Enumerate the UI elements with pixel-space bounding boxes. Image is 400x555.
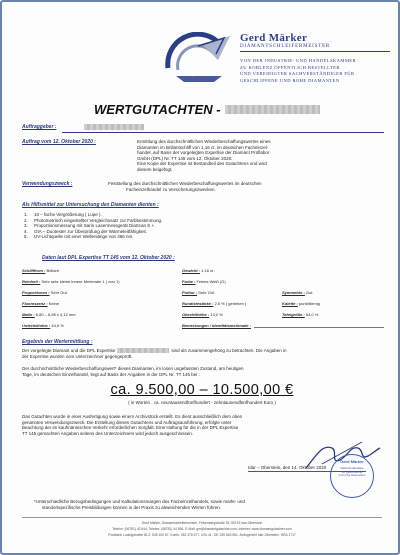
field-label: Symmetrie : <box>282 290 305 295</box>
field-value: 64,0 % <box>305 312 319 317</box>
closing-line: Beachtung der im kaufmännischen Verkehr erforderlichen Sorgfalt. Eine Haftung für die in der DPL Expertise <box>22 425 239 431</box>
closing-line: genannten Verwendungszweck. Die Erstellung dieses Gutachtens und Auftragsausführung, erfolgte unter <box>22 419 232 425</box>
symmetrie-field <box>282 290 312 295</box>
closing-line: Das Gutachten wurde in einer Ausfertigung sowie einem Archivstück erstellt. Es dient ausschließlich dem oben <box>22 414 243 419</box>
bemerkungen-fill-line <box>254 323 384 328</box>
redacted-client <box>84 124 144 130</box>
tafel-field <box>282 312 318 317</box>
verwendungszweck-text <box>108 181 388 192</box>
verwendungszweck-line: Facheinzelhandel zu Versicherungszwecken. <box>126 186 216 192</box>
ergebnis-para1 <box>22 348 387 359</box>
schliffform-field <box>22 268 59 273</box>
field-value: 13,0 % <box>210 312 223 317</box>
gewicht-field <box>182 268 215 273</box>
masse-field <box>22 312 76 317</box>
footnote-line: standortspezifische Preisbildungen können in der Praxis zu abweichenden Werten führen. <box>42 504 222 510</box>
list-number: 3. <box>24 223 28 229</box>
list-number: 2. <box>24 217 28 223</box>
certification-line: UND VEREIDIGTER SACHVERSTÄNDIGER FÜR <box>240 71 355 77</box>
certification-line: VON DER INDUSTRIE- UND HANDELSKAMMER <box>240 58 356 63</box>
list-text: GIA – Duotester zur Überprüfung der Wärmeleitfähigkeit. <box>34 228 148 234</box>
ergebnis-text: Der durchschnittliche Wiederbeschaffungswert* dieses Diamanten, im losen ungefassten Zustand, am heutigen <box>22 366 244 371</box>
kalette-field <box>282 301 320 306</box>
field-label: Schliffform : <box>22 268 46 273</box>
field-label: Politur : <box>182 290 198 295</box>
field-value: 1,16 ct . <box>201 268 216 273</box>
bemerkungen-field <box>182 323 384 328</box>
list-text: 10 – fache Vergrößerung ( Lupe ). <box>34 212 102 217</box>
ergebnis-text: Der vorgelegte Diamant und die DPL Expertise <box>22 348 116 353</box>
diamond-logo-icon <box>162 32 236 88</box>
hilfsmittel-label: Als Hilfsmittel zur Untersuchung des Diamanten dienten : <box>22 202 159 208</box>
fluoreszenz-field <box>22 301 59 306</box>
field-label: Rundistestärke : <box>182 301 214 306</box>
rundiste-field <box>182 301 246 306</box>
stamp-line: und rohe Diamanten <box>338 473 366 478</box>
list-number: 1. <box>24 212 28 217</box>
official-stamp <box>330 454 374 498</box>
field-value: Brillant <box>46 268 59 273</box>
field-label: Farbe : <box>182 279 196 284</box>
auftraggeber-label: Auftraggeber : <box>22 124 57 130</box>
header-divider <box>62 132 384 133</box>
oberteil-field <box>182 312 223 317</box>
proportionen-field <box>22 290 67 295</box>
certification-block <box>240 58 390 84</box>
list-text: Proportionsmessung mit Sarin Lasermessgerät DiaScan S +. <box>34 223 156 229</box>
footer-divider <box>22 517 382 518</box>
certification-line: ZU KOBLENZ ÖFFENTLICH BESTELLTER <box>240 64 340 70</box>
reinheit-field <box>22 279 120 284</box>
hilfsmittel-list <box>24 212 364 240</box>
value-in-words: ( in Worten . ca. neuntausendfünfhundert - zehntausendfünfhundert Euro ) <box>128 400 276 405</box>
auftrag-line: Ermittlung des durchschnittlichen Wiederbeschaffungswertes eines <box>137 139 271 144</box>
field-value: Keine <box>48 301 59 306</box>
unterteil-field <box>22 323 64 328</box>
ergebnis-para2 <box>22 366 387 377</box>
redacted-expertise <box>117 348 169 353</box>
closing-line: TT 145 gemachten Angaben seitens des Unterzeichners wird jedoch ausgeschlossen. <box>22 430 194 436</box>
auftrag-line: Diamanten im Brillantschliff von 1,16 ct. im deutschen Facheinzel- <box>137 144 269 150</box>
list-text: Photometrisch eingestellter Vergleichssatz zur Farbbestimmung. <box>34 217 163 223</box>
field-label: Bemerkungen / Identitätsmerkmale : <box>182 323 251 328</box>
ergebnis-text: sind als zusammengehörig zu betrachten. Die Angaben in <box>171 348 287 353</box>
auftrag-line: handel, auf Basis der vorgelegten Expertise der Diamant Prüflabor <box>137 150 270 156</box>
list-text: UV-Lichtquelle mit einer Wellenlänge von 366 nm. <box>34 234 134 240</box>
field-label: Fluoreszenz : <box>22 301 48 306</box>
footer <box>2 521 400 538</box>
auftrag-label: Auftrag vom 12. Oktober 2020 : <box>22 139 96 145</box>
field-label: Reinheit : <box>22 279 41 284</box>
auftrag-text <box>137 139 387 173</box>
field-label: Tafelgröße : <box>282 312 305 317</box>
field-value: Sehr sehr kleine innere Merkmale 1 ( vvsi 1) <box>41 279 120 284</box>
stamp-line: für geschliffene <box>341 469 363 474</box>
field-value: Sehr Gut <box>198 290 215 295</box>
field-label: Proportionen : <box>22 290 50 295</box>
company-subtitle: DIAMANTSCHLEIFERMEISTER <box>240 44 390 52</box>
field-label: Kalette : <box>282 301 298 306</box>
field-label: Oberteilhöhe : <box>182 312 210 317</box>
field-value: punktförmig <box>298 301 320 306</box>
company-name: Gerd Märker <box>240 32 308 44</box>
footnote-line: *Unterschiedliche Bezugsbedingungen und Kalkulationsmargen des Facheinzelhandels, sowie markt- und <box>34 499 245 504</box>
document-title: WERTGUTACHTEN - <box>94 102 221 117</box>
field-value: 6,80 – 6,85 x 4,12 mm <box>35 312 76 317</box>
ergebnis-label: Ergebnis der Wertermittlung : <box>22 339 93 345</box>
place-date: Idar – Oberstein, den 14. Oktober 2020 <box>248 465 327 470</box>
ergebnis-text: Tage, im deutschen Einzelhandel, liegt auf Basis der Angaben in der DPL Nr. TT 145 bei : <box>22 371 200 377</box>
dpl-label: Daten laut DPL Expertise TT 145 vom 12. Oktober 2020 : <box>42 255 175 261</box>
politur-field <box>182 290 214 295</box>
field-label: Maße : <box>22 312 35 317</box>
field-value: Feines Weiß (G) <box>196 279 226 284</box>
list-item <box>24 234 364 240</box>
redacted-name <box>225 105 320 114</box>
field-value: 44,5 % <box>51 323 64 328</box>
verwendungszweck-line: Feststellung des durchschnittlichen Wiederbeschaffungswertes im deutschen <box>108 181 262 186</box>
value-range: ca. 9.500,00 – 10.500,00 € <box>110 382 294 398</box>
field-value: Sehr Gut <box>50 290 67 295</box>
list-number: 4. <box>24 228 28 234</box>
list-number: 5. <box>24 234 28 240</box>
field-value: Gut <box>306 290 313 295</box>
field-label: Gewicht : <box>182 268 201 273</box>
ergebnis-text: der Expertise wurden vom Unterzeichner gegengeprüft. <box>22 353 133 359</box>
certification-line: GESCHLIFFENE UND ROHE DIAMANTEN <box>240 77 340 83</box>
footer-line: Postbank Ludwigshafen BLZ: 545 100 67, Konto: 282 375 677, USt.-Id.: DE 155 663 581, Amtsgericht Idar-Oberstein, HRA 1717 <box>108 532 296 537</box>
field-label: Unterteilhöhe : <box>22 323 51 328</box>
auftrag-line: GmbH (DPL) Nr. TT 145 vom 12. Oktober 2020. <box>137 155 233 161</box>
farbe-field <box>182 279 226 284</box>
verwendungszweck-label: Verwendungszweck : <box>22 181 73 187</box>
footer-line: Gerd Märker, Diamantschleifermeister, Finkenbergstraße 25, 55743 Idar-Oberstein <box>141 521 263 525</box>
stamp-outer-text: Gerd Märker <box>340 459 364 464</box>
footnote <box>34 499 384 510</box>
auftrag-line: diesem beigefügt. <box>137 166 173 172</box>
auftrag-line: Eine Kopie der Expertise ist Bestandteil des Gutachtens und wird <box>137 161 267 167</box>
footer-line: Telefon: (06781) 43 644, Telefax: (06781) 44 656, E-Mail: gm@diamantgutachter.com, Internet: www.diamantgutachter.com <box>112 526 292 531</box>
stamp-line: Sachverständiger <box>340 466 364 470</box>
field-value: 2,5 % ( gerieben ) <box>214 301 247 306</box>
